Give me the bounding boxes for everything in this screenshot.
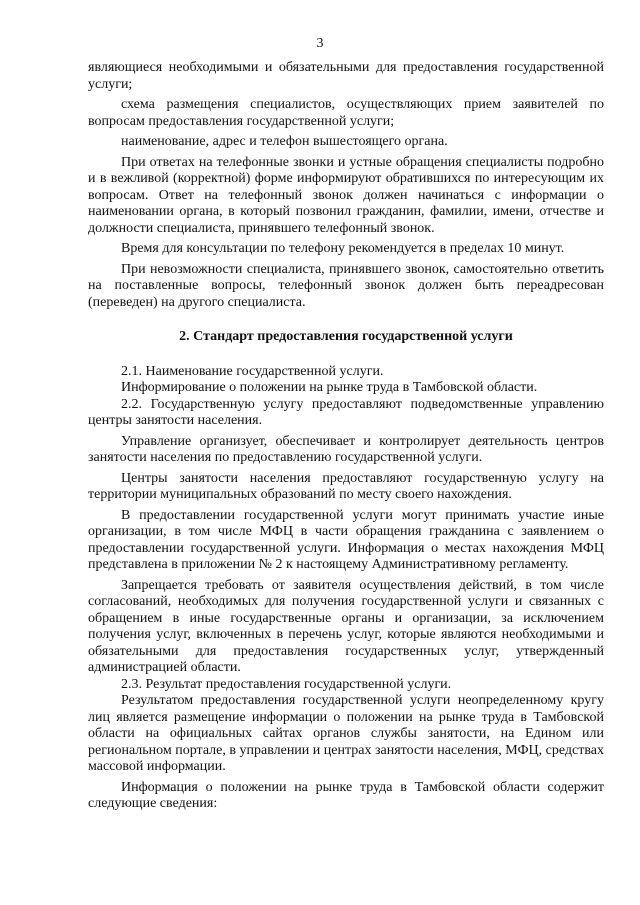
page-number: 3 — [316, 36, 324, 51]
paragraph: При ответах на телефонные звонки и устные обращения специалисты подробно и в вежливой (корректной) форме информируют обратившихся по интересующим их вопросам. Ответ на телефонный звонок должен начинаться с информации о наименовании органа, в который позвонил гражданин, фамилии, имени, отчестве и должности специалиста, принявшего телефонный звонок. — [88, 154, 604, 236]
paragraph: Центры занятости населения предоставляют государственную услугу на территории муниципальных образований по месту своего нахождения. — [88, 470, 604, 502]
paragraph: Время для консультации по телефону рекомендуется в пределах 10 минут. — [121, 241, 565, 256]
paragraph: схема размещения специалистов, осуществляющих прием заявителей по вопросам предоставления государственной услуги; — [88, 97, 604, 129]
paragraph: В предоставлении государственной услуги могут принимать участие иные организации, в том числе МФЦ в части обращения гражданина с заявлением о предоставлении государственной услуги. Информация о местах нахождения МФЦ представлена в приложении № 2 к настоящему Административному регламенту. — [88, 507, 604, 572]
paragraph: Результатом предоставления государственной услуги неопределенному кругу лиц является размещение информации о положении на рынке труда в Тамбовской области на официальных сайтах органов службы занятости, на Едином или региональном портале, в управлении и центрах занятости населения, МФЦ, средствах массовой информации. — [88, 693, 604, 774]
paragraph: Информация о положении на рынке труда в Тамбовской области содержит следующие сведения: — [88, 779, 604, 811]
paragraph: Информирование о положении на рынке труда в Тамбовской области. — [121, 380, 538, 395]
paragraph: являющиеся необходимыми и обязательными для предоставления государственной услуги; — [88, 60, 604, 92]
paragraph: Запрещается требовать от заявителя осуществления действий, в том числе согласований, необходимых для получения государственной услуги и связанных с обращением в иные государственные органы и организации, за исключением получения услуг, включенных в перечень услуг, которые являются необходимыми и обязательными для предоставления государственных услуг, утвержденный администрацией области. — [88, 577, 604, 675]
paragraph: При невозможности специалиста, принявшего звонок, самостоятельно ответить на поставленные вопросы, телефонный звонок должен быть переадресован (переведен) на другого специалиста. — [88, 261, 604, 310]
paragraph: 2.3. Результат предоставления государственной услуги. — [121, 676, 452, 692]
document-body — [88, 60, 604, 813]
paragraph: Управление организует, обеспечивает и контролирует деятельность центров занятости населения по предоставлению государственной услуги. — [88, 433, 604, 465]
paragraph: 2.2. Государственную услугу предоставляют подведомственные управлению центры занятости населения. — [88, 396, 604, 428]
paragraph: наименование, адрес и телефон вышестоящего органа. — [121, 134, 448, 149]
paragraph: 2.1. Наименование государственной услуги. — [121, 363, 384, 379]
section-heading: 2. Стандарт предоставления государственной услуги — [179, 329, 513, 344]
